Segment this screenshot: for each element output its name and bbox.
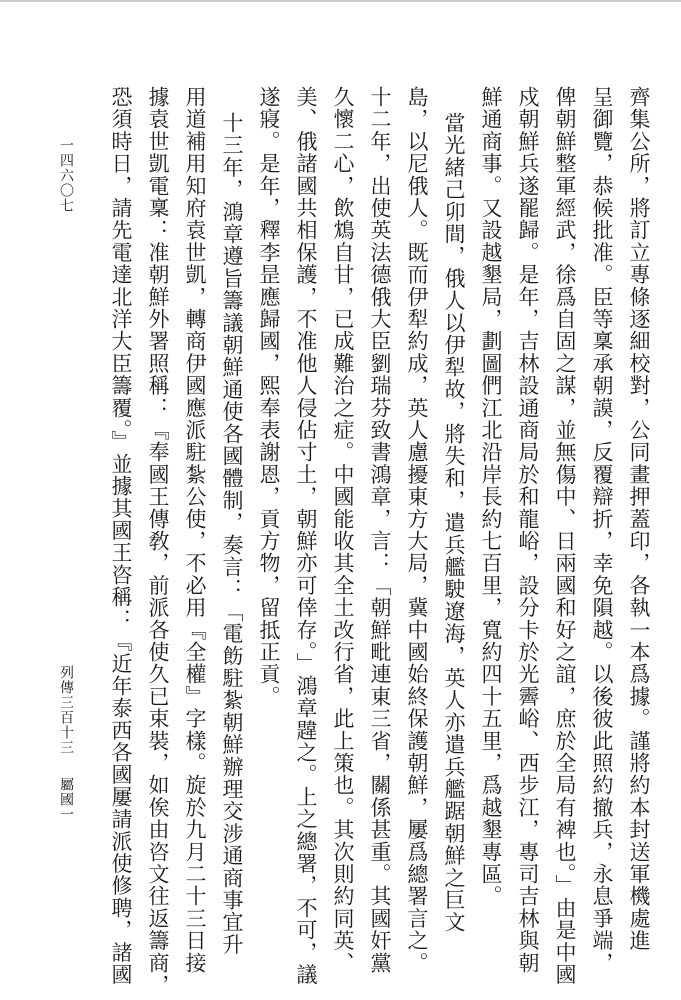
page-number: 一四六〇七: [58, 138, 74, 213]
text-column-10: 美、俄諸國共相保護，不准他人侵佔寸土，朝鮮亦可倖存。」鴻章韙之。上之總署，不可，議: [294, 86, 318, 986]
text-column-11: 遂寢。是年，釋李昰應歸國，熙奉表謝恩，貢方物，留抵正貢。: [257, 86, 281, 708]
text-column-5: 鮮通商事。又設越墾局，劃圖們江北沿岸長約七百里，寬約四十五里，爲越墾專區。: [479, 86, 503, 908]
text-column-7: 島，以尼俄人。既而伊犁約成，英人慮擾東方大局，冀中國始終保護朝鮮，屢爲總署言之。: [405, 86, 429, 974]
top-edge-rule: [0, 0, 681, 2]
text-column-9: 久懷二心，飲鴆自甘，已成難治之症。中國能收其全土改行省，此上策也。其次則約同英、: [331, 86, 355, 974]
running-title: [58, 665, 74, 822]
text-column-8: 十二年，出使英法德俄大臣劉瑞芬致書鴻章，言：「朝鮮毗連東三省，關係甚重。其國奸黨: [368, 86, 392, 974]
text-column-13: 用道補用知府袁世凱，轉商伊國應派駐紮公使，不必用『全權』字樣。旋於九月二十三日接: [183, 86, 207, 974]
text-column-12: 十三年，鴻章遵旨籌議朝鮮通使各國體制，奏言：「電飭駐紮朝鮮辦理交涉通商事宜升: [220, 112, 244, 956]
text-column-2: 呈御覽，恭候批准。臣等稟承朝謨，反覆辯折，幸免隕越。以後彼此照約撤兵，永息爭端，: [590, 86, 614, 974]
running-title-part2: 屬國一: [58, 777, 74, 822]
text-column-6: 當光緒己卯間，俄人以伊犁故，將失和，遣兵艦駛遼海，英人亦遣兵艦踞朝鮮之巨文: [442, 112, 466, 934]
text-column-15: 恐須時日，請先電達北洋大臣籌覆。』並據其國王咨稱：『近年泰西各國屢請派使修聘，諸國: [109, 86, 133, 986]
text-column-3: 俾朝鮮整軍經武，徐爲自固之謀，並無傷中、日兩國和好之誼，庶於全局有裨也。」由是中國: [553, 86, 577, 986]
text-column-1: 齊集公所，將訂立專條逐細校對，公同畫押蓋印，各執一本爲據。謹將約本封送軍機處進: [627, 86, 651, 952]
running-title-part1: 列傳三百十三: [58, 665, 74, 755]
text-column-14: 據袁世凱電稟：准朝鮮外署照稱：『奉國王傳敎，前派各使久已束裝，如俟由咨文往返籌商，: [146, 86, 170, 997]
text-column-4: 戍朝鮮兵遂罷歸。是年，吉林設通商局於和龍峪，設分卡於光霽峪、西步江，專司吉林與朝: [516, 86, 540, 974]
